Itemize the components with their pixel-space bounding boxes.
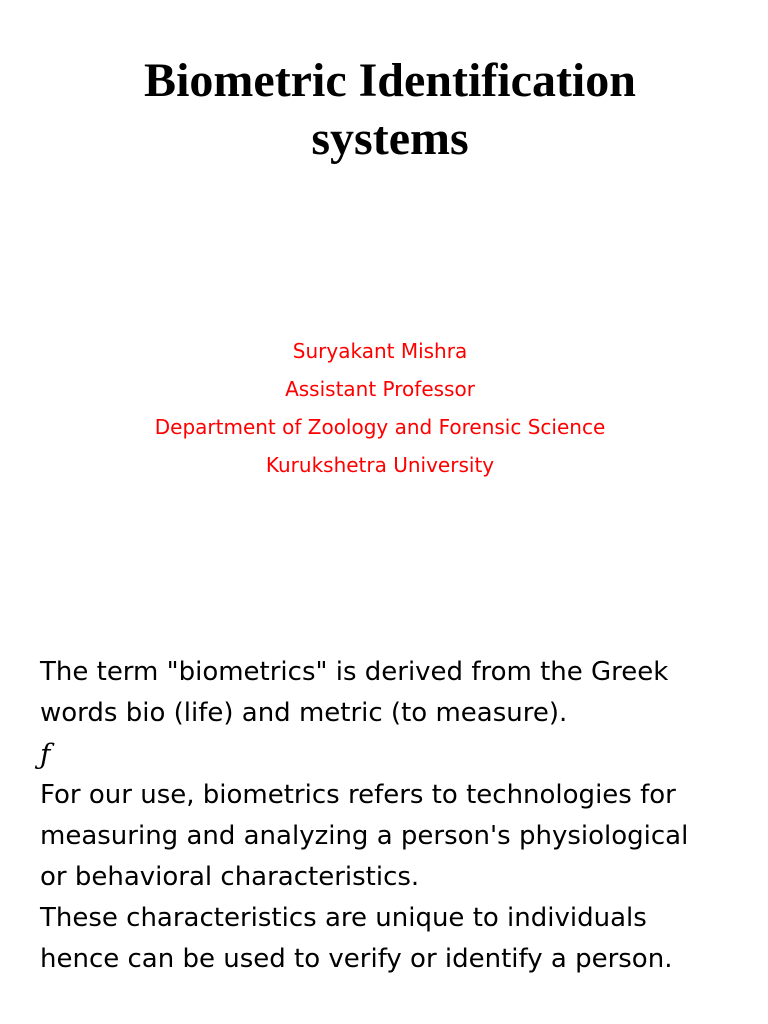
title-line-1: Biometric Identification [144, 54, 636, 107]
body-line: These characteristics are unique to individuals [40, 903, 647, 933]
body-line: or behavioral characteristics. [40, 862, 420, 892]
slide-title [40, 52, 740, 168]
author-name: Suryakant Mishra [292, 339, 468, 363]
author-department: Department of Zoology and Forensic Science [154, 415, 606, 439]
body-text [40, 652, 740, 980]
author-position: Assistant Professor [285, 377, 475, 401]
bullet-glyph-icon: ƒ [40, 738, 51, 771]
author-block [40, 332, 720, 484]
body-line: words bio (life) and metric (to measure). [40, 698, 568, 728]
body-line: hence can be used to verify or identify a person. [40, 944, 673, 974]
title-line-2: systems [311, 112, 469, 165]
body-line: measuring and analyzing a person's physiological [40, 821, 689, 851]
author-university: Kurukshetra University [265, 453, 495, 477]
body-line: For our use, biometrics refers to technologies for [40, 780, 676, 810]
body-line: The term "biometrics" is derived from the Greek [40, 657, 669, 687]
